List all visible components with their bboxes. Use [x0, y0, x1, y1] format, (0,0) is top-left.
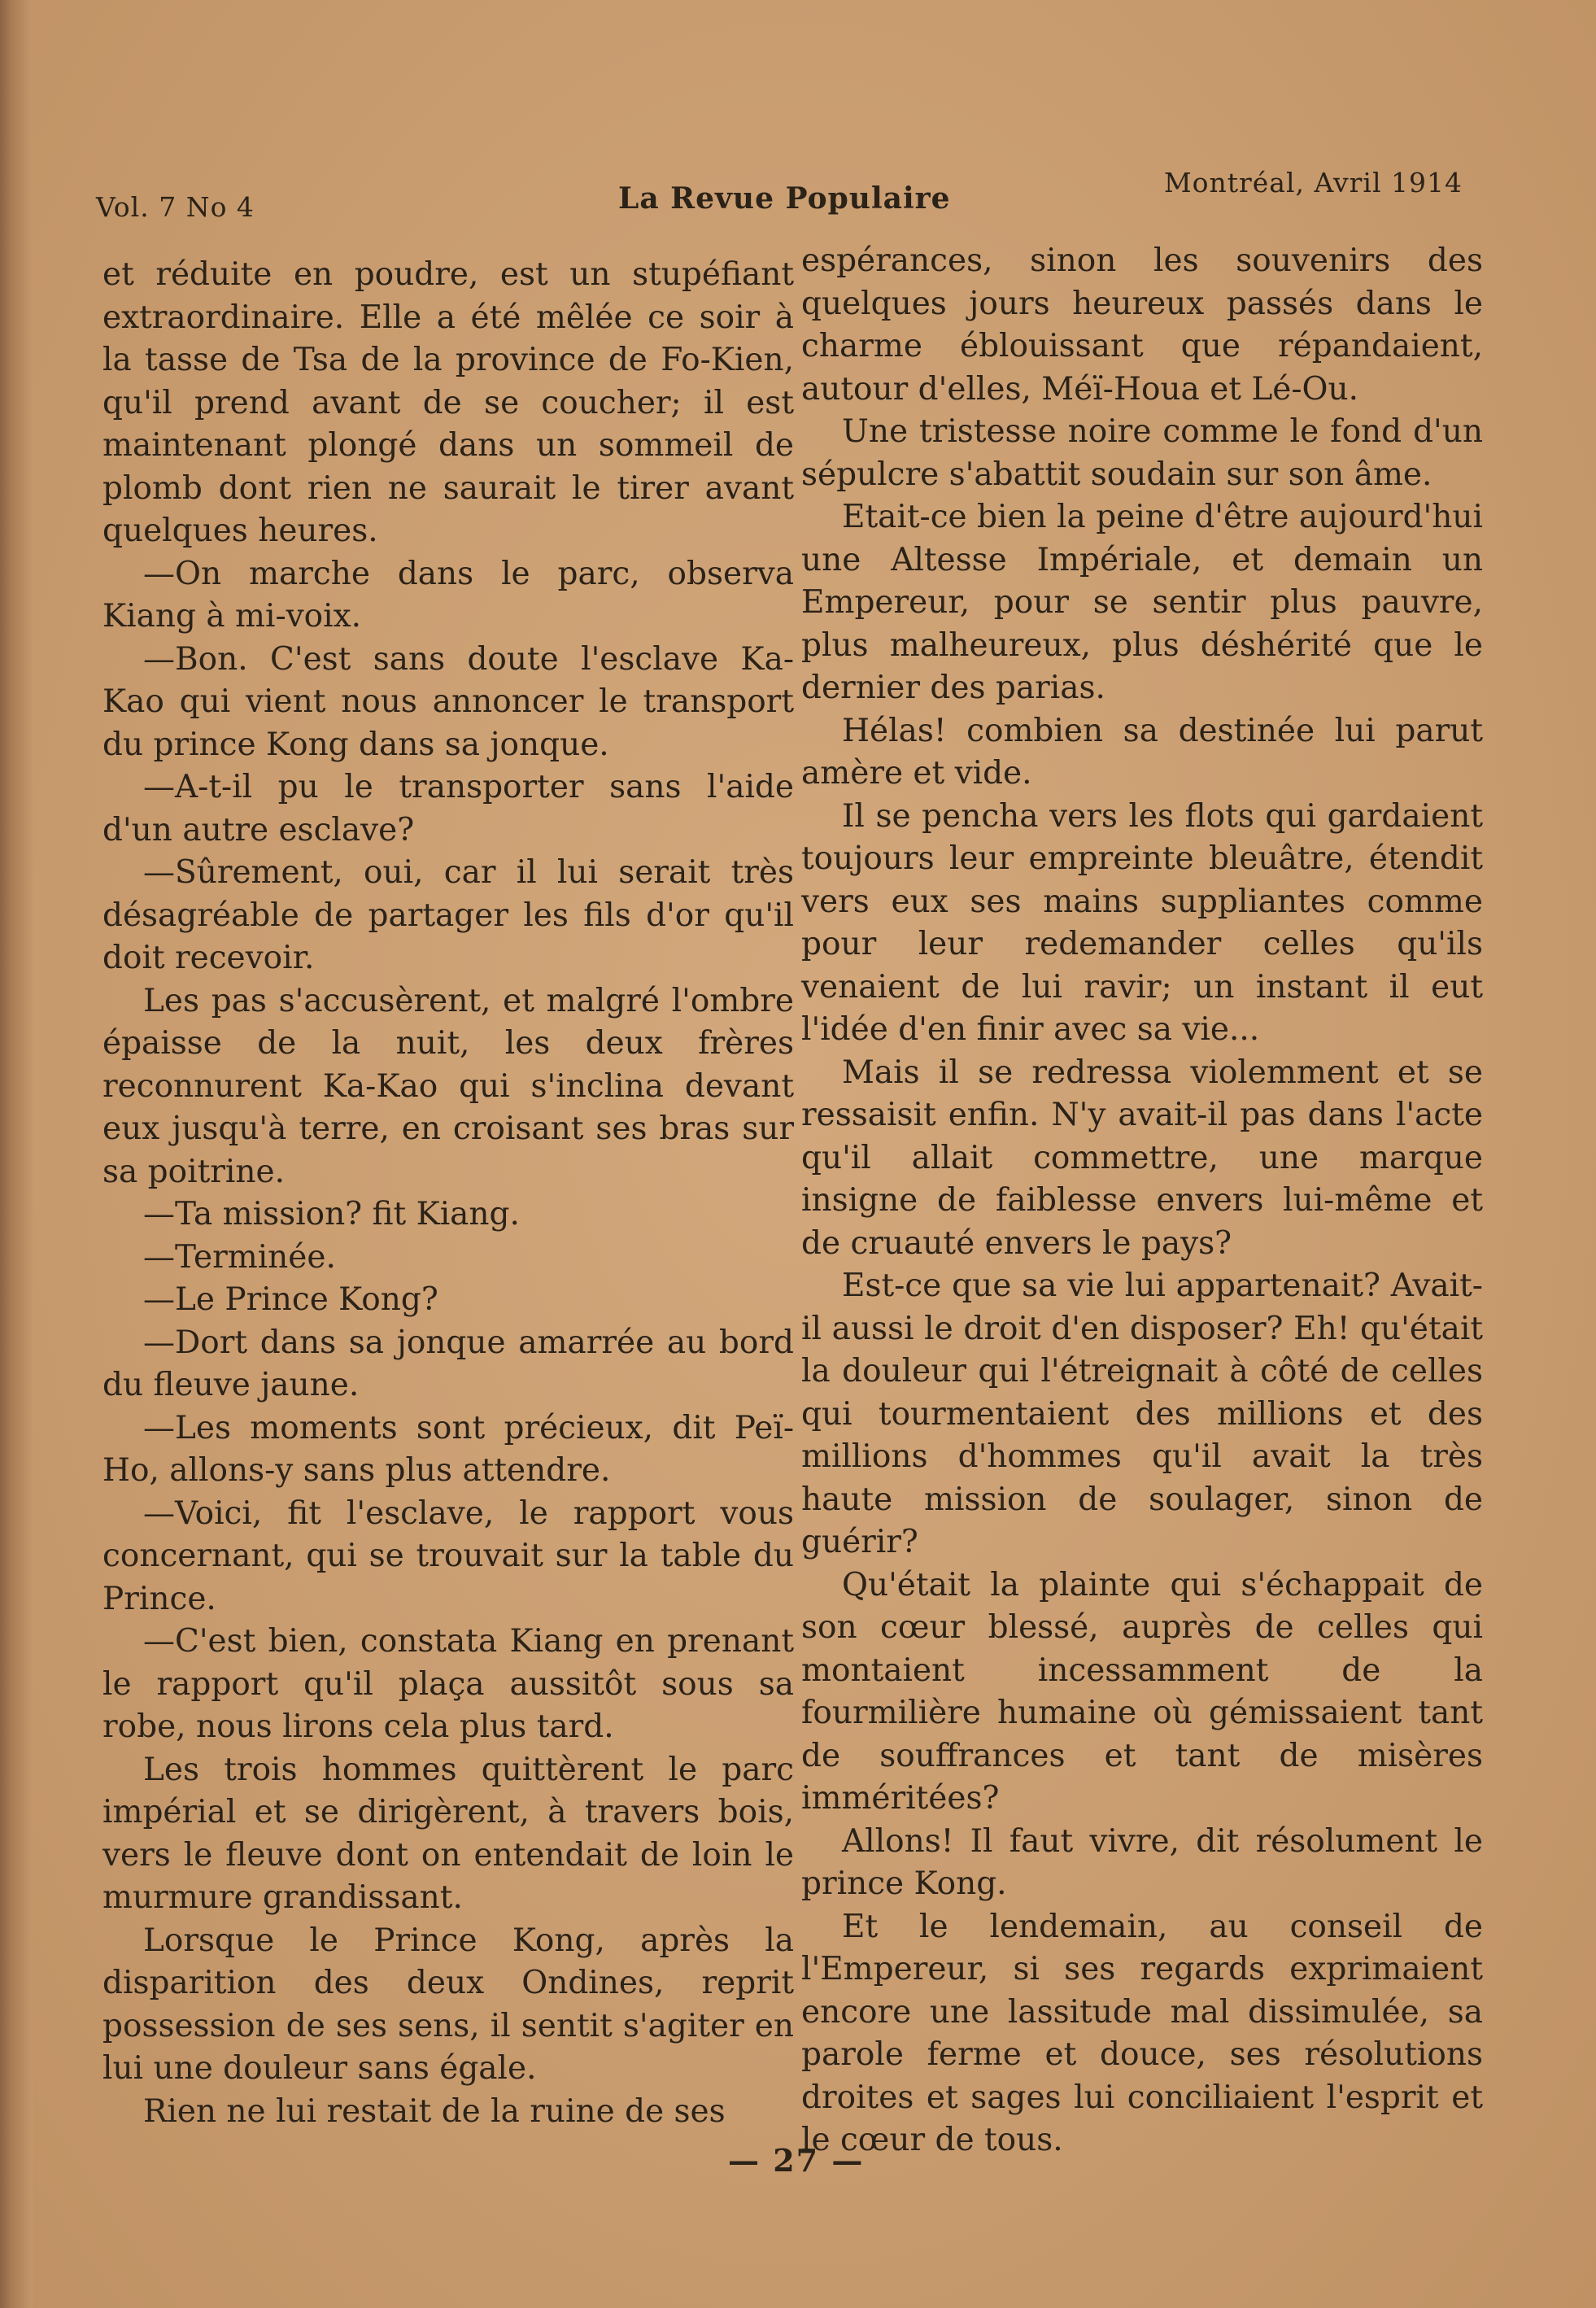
paragraph: —Terminée. — [143, 1238, 336, 1276]
publication-title: La Revue Populaire — [618, 181, 951, 216]
paragraph: —C'est bien, constata Kiang en prenant le rapport qu'il plaça aussitôt sous sa robe, nous lirons cela plus tard. — [102, 1623, 794, 1745]
paragraph: Lorsque le Prince Kong, après la disparition des deux Ondines, reprit possession de ses sens, il sentit s'agiter en lui une douleur sans égale. — [102, 1922, 794, 2087]
issue-date: Montréal, Avril 1914 — [1163, 167, 1463, 199]
paragraph: —Voici, fit l'esclave, le rapport vous concernant, qui se trouvait sur la table du Prince. — [102, 1494, 794, 1617]
left-text-column — [102, 254, 794, 2133]
paragraph: Rien ne lui restait de la ruine de ses — [143, 2092, 726, 2130]
paragraph: Et le lendemain, au conseil de l'Empereur, si ses regards exprimaient encore une lassitude mal dissimulée, sa parole ferme et douce, ses résolutions droites et sages lui conciliaient l'esprit et le cœur de tous. — [801, 1908, 1483, 2158]
paragraph: Les pas s'accusèrent, et malgré l'ombre épaisse de la nuit, les deux frères reconnurent Ka-Kao qui s'inclina devant eux jusqu'à terre, en croisant ses bras sur sa poitrine. — [102, 982, 794, 1190]
paragraph: —Bon. C'est sans doute l'esclave Ka-Kao qui vient nous annoncer le transport du prince Kong dans sa jonque. — [102, 640, 794, 763]
paragraph: Hélas! combien sa destinée lui parut amère et vide. — [801, 712, 1483, 792]
paragraph: Qu'était la plainte qui s'échappait de son cœur blessé, auprès de celles qui montaient incessamment de la fourmilière humaine où gémissaient tant de souffrances et tant de misères imméritées? — [801, 1566, 1483, 1817]
paragraph: Les trois hommes quittèrent le parc impérial et se dirigèrent, à travers bois, vers le fleuve dont on entendait de loin le murmure grandissant. — [102, 1751, 794, 1916]
running-header — [96, 167, 1463, 223]
paragraph: Est-ce que sa vie lui appartenait? Avait-il aussi le droit d'en disposer? Eh! qu'était la douleur qui l'étreignait à côté de celles qui tourmentaient des millions et des millions d'hommes qu'il avait la très haute mission de soulager, sinon de guérir? — [801, 1267, 1483, 1560]
paragraph: —Dort dans sa jonque amarrée au bord du fleuve jaune. — [102, 1324, 794, 1403]
paragraph: —A-t-il pu le transporter sans l'aide d'un autre esclave? — [102, 769, 794, 849]
page-binding-edge — [0, 0, 33, 2308]
paragraph: —Le Prince Kong? — [143, 1281, 438, 1318]
page-number: — 27 — — [728, 2142, 865, 2179]
paragraph: —Ta mission? fit Kiang. — [143, 1196, 520, 1233]
paragraph: —Les moments sont précieux, dit Peï-Ho, allons-y sans plus attendre. — [102, 1409, 794, 1489]
paragraph: —On marche dans le parc, observa Kiang à mi-voix. — [102, 555, 794, 635]
paragraph: et réduite en poudre, est un stupéfiant extraordinaire. Elle a été mêlée ce soir à la tasse de Tsa de la province de Fo-Kien, qu'il prend avant de se coucher; il est maintenant plongé dans un sommeil de plomb dont rien ne saurait le tirer avant quelques heures. — [102, 256, 794, 549]
volume-number: Vol. 7 No 4 — [96, 191, 255, 223]
paragraph: Etait-ce bien la peine d'être aujourd'hui une Altesse Impériale, et demain un Empereur, pour se sentir plus pauvre, plus malheureux, plus déshérité que le dernier des parias. — [801, 499, 1483, 706]
paragraph: —Sûrement, oui, car il lui serait très désagréable de partager les fils d'or qu'il doit recevoir. — [102, 854, 794, 976]
paragraph: espérances, sinon les souvenirs des quelques jours heureux passés dans le charme éblouissant que répandaient, autour d'elles, Méï-Houa et Lé-Ou. — [801, 242, 1483, 408]
paragraph: Allons! Il faut vivre, dit résolument le prince Kong. — [801, 1822, 1483, 1902]
right-text-column — [801, 240, 1483, 2162]
paragraph: Mais il se redressa violemment et se ressaisit enfin. N'y avait-il pas dans l'acte qu'il allait commettre, une marque insigne de faiblesse envers lui-même et de cruauté envers le pays? — [801, 1054, 1483, 1262]
paragraph: Il se pencha vers les flots qui gardaient toujours leur empreinte bleuâtre, étendit vers eux ses mains suppliantes comme pour leur redemander celles qu'ils venaient de lui ravir; un instant il eut l'idée d'en finir avec sa vie... — [801, 797, 1483, 1048]
paragraph: Une tristesse noire comme le fond d'un sépulcre s'abattit soudain sur son âme. — [801, 413, 1483, 493]
